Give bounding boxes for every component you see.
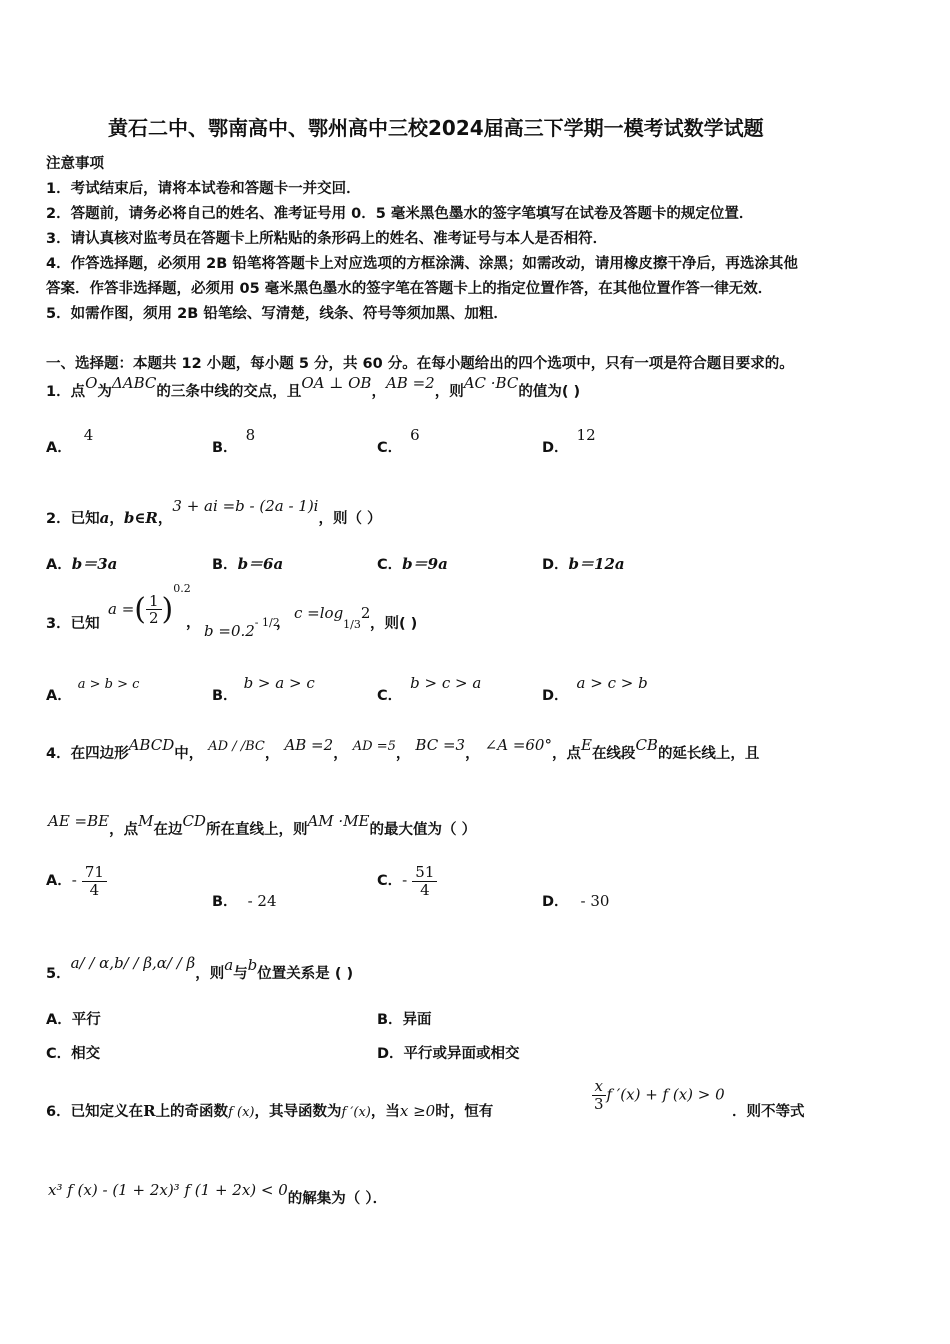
q2-option-d[interactable]: D．b＝12a xyxy=(542,555,625,573)
notice-item: 5．如需作图，须用 2B 铅笔绘、写清楚，线条、符号等须加黑、加粗． xyxy=(46,306,508,322)
q1-option-a[interactable]: A．4 xyxy=(46,426,94,456)
q1-option-d[interactable]: D．12 xyxy=(542,426,596,456)
q3-option-d[interactable]: D．a > c > b xyxy=(542,674,648,704)
q3-comma: ， xyxy=(186,615,201,631)
q1-option-c[interactable]: C．6 xyxy=(377,426,420,456)
q6-tail: ．则不等式 xyxy=(732,1104,805,1120)
notice-item: 答案．作答非选择题，必须用 05 毫米黑色墨水的签字笔在答题卡上的指定位置作答，在其他位置作答一律无效． xyxy=(46,281,773,297)
q3-expression-b: $b =0.2^{- 1/2}$ xyxy=(204,616,280,640)
question-2: 2．已知a，b∈R，3 + ai =b - (2a - 1)i，则（ ） xyxy=(46,497,382,527)
q5-option-a[interactable]: A．平行 xyxy=(46,1012,101,1028)
q3-option-b[interactable]: B．b > a > c xyxy=(212,674,315,704)
notice-item: 3．请认真核对监考员在答题卡上所粘贴的条形码上的姓名、准考证号与本人是否相符． xyxy=(46,231,608,247)
q2-option-a[interactable]: A．b＝3a xyxy=(46,555,118,573)
question-4-line2: AE =BE，点M在边CD所在直线上，则AM ·ME的最大值为（ ） xyxy=(48,812,477,838)
section-heading: 一、选择题：本题共 12 小题，每小题 5 分，共 60 分。在每小题给出的四个选项中，只有一项是符合题目要求的。 xyxy=(46,356,794,372)
q4-option-d[interactable]: D． - 30 xyxy=(542,892,610,910)
q6-inequality: $\frac{x}{3}$ f ′(x) + f (x) > 0 xyxy=(591,1078,725,1112)
notice-item: 2．答题前，请务必将自己的姓名、准考证号用 0．5 毫米黑色墨水的签字笔填写在试卷及答题卡的规定位置． xyxy=(46,206,754,222)
q3-expression-a: a =( $\frac{1}{2}$ )$^{0.2}$ xyxy=(108,582,191,627)
q3-option-c[interactable]: C．b > c > a xyxy=(377,674,482,704)
q3-expression-c: $c =\log_{1/3}2$ xyxy=(294,604,371,631)
q3-ask: ，则( ) xyxy=(370,616,418,632)
page-title: 黄石二中、鄂南高中、鄂州高中三校2024届高三下学期一模考试数学试题 xyxy=(108,116,764,140)
question-6-line2: x³ f (x) - (1 + 2x)³ f (1 + 2x) < 0的解集为（ ）． xyxy=(48,1181,388,1207)
q1-option-b[interactable]: B．8 xyxy=(212,426,256,456)
q4-option-c[interactable]: C．- $\frac{51}{4}$ xyxy=(377,864,437,898)
question-1: 1．点O为ΔABC的三条中线的交点，且OA ⊥ OB，AB =2，则AC ·BC的值为( ) xyxy=(46,374,581,400)
question-5: 5．a/ / α,b/ / β,α/ / β，则a与b位置关系是 ( ) xyxy=(46,954,354,982)
q4-option-a[interactable]: A．- $\frac{71}{4}$ xyxy=(46,864,107,898)
notice-item: 4．作答选择题，必须用 2B 铅笔将答题卡上对应选项的方框涂满、涂黑；如需改动，请用橡皮擦干净后，再选涂其他 xyxy=(46,256,798,272)
question-4-line1: 4．在四边形ABCD中， AD / /BC， AB =2， AD =5， BC =3， ∠A =60°，点E在线段CB的延长线上，且 xyxy=(46,736,760,762)
q4-option-b[interactable]: B． - 24 xyxy=(212,892,277,910)
q2-option-b[interactable]: B．b＝6a xyxy=(212,555,284,573)
q5-option-d[interactable]: D．平行或异面或相交 xyxy=(377,1046,520,1062)
question-3-label: 3．已知 xyxy=(46,616,100,632)
q5-option-b[interactable]: B．异面 xyxy=(377,1012,432,1028)
q5-option-c[interactable]: C．相交 xyxy=(46,1046,101,1062)
question-6: 6．已知定义在R上的奇函数f (x)，其导函数为f ′(x)，当x ≥0时，恒有 xyxy=(46,1102,494,1120)
q3-option-a[interactable]: A．a > b > c xyxy=(46,677,140,704)
notice-item: 1．考试结束后，请将本试卷和答题卡一并交回． xyxy=(46,181,361,197)
q3-comma: ， xyxy=(276,615,291,631)
q2-option-c[interactable]: C．b＝9a xyxy=(377,555,448,573)
notice-heading: 注意事项 xyxy=(46,156,104,172)
